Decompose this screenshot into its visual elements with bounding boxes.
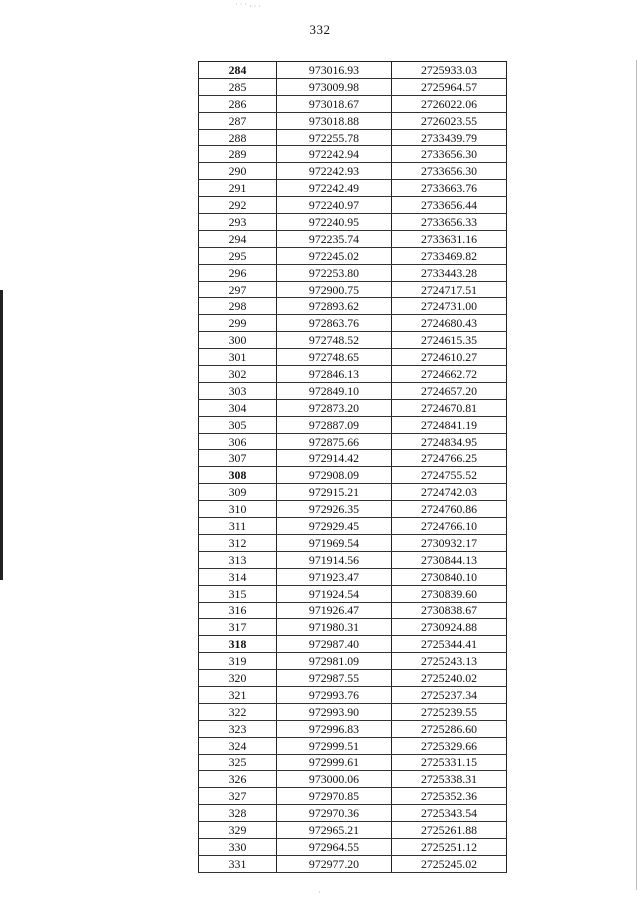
y-coordinate-cell: 2725933.03 — [392, 62, 507, 79]
point-number-cell: 326 — [199, 771, 277, 788]
table-row — [199, 771, 507, 788]
coordinate-table-body — [199, 62, 507, 873]
y-coordinate-cell: 2725338.31 — [392, 771, 507, 788]
point-number-cell: 298 — [199, 298, 277, 315]
x-coordinate-cell: 973016.93 — [277, 62, 392, 79]
y-coordinate-cell: 2724662.72 — [392, 366, 507, 383]
x-coordinate-cell: 972999.51 — [277, 737, 392, 754]
y-coordinate-cell: 2725329.66 — [392, 737, 507, 754]
y-coordinate-cell: 2725343.54 — [392, 805, 507, 822]
x-coordinate-cell: 972748.65 — [277, 349, 392, 366]
table-row — [199, 686, 507, 703]
point-number-cell: 311 — [199, 518, 277, 535]
y-coordinate-cell: 2724717.51 — [392, 281, 507, 298]
point-number-cell: 299 — [199, 315, 277, 332]
y-coordinate-cell: 2725245.02 — [392, 855, 507, 872]
table-row — [199, 416, 507, 433]
x-coordinate-cell: 972253.80 — [277, 264, 392, 281]
y-coordinate-cell: 2724766.10 — [392, 518, 507, 535]
x-coordinate-cell: 972893.62 — [277, 298, 392, 315]
x-coordinate-cell: 972873.20 — [277, 399, 392, 416]
x-coordinate-cell: 972240.95 — [277, 214, 392, 231]
table-row — [199, 78, 507, 95]
point-number-cell: 284 — [199, 62, 277, 79]
table-row — [199, 95, 507, 112]
table-row — [199, 788, 507, 805]
point-number-cell: 313 — [199, 551, 277, 568]
point-number-cell: 320 — [199, 670, 277, 687]
x-coordinate-cell: 972914.42 — [277, 450, 392, 467]
point-number-cell: 304 — [199, 399, 277, 416]
y-coordinate-cell: 2724615.35 — [392, 332, 507, 349]
y-coordinate-cell: 2730840.10 — [392, 568, 507, 585]
y-coordinate-cell: 2730838.67 — [392, 602, 507, 619]
point-number-cell: 312 — [199, 534, 277, 551]
x-coordinate-cell: 972849.10 — [277, 382, 392, 399]
y-coordinate-cell: 2733663.76 — [392, 180, 507, 197]
table-row — [199, 484, 507, 501]
table-row — [199, 838, 507, 855]
y-coordinate-cell: 2725251.12 — [392, 838, 507, 855]
table-row — [199, 822, 507, 839]
x-coordinate-cell: 972255.78 — [277, 129, 392, 146]
table-row — [199, 197, 507, 214]
y-coordinate-cell: 2733656.33 — [392, 214, 507, 231]
point-number-cell: 323 — [199, 720, 277, 737]
x-coordinate-cell: 971923.47 — [277, 568, 392, 585]
x-coordinate-cell: 972965.21 — [277, 822, 392, 839]
table-row — [199, 264, 507, 281]
point-number-cell: 330 — [199, 838, 277, 855]
point-number-cell: 285 — [199, 78, 277, 95]
x-coordinate-cell: 972993.76 — [277, 686, 392, 703]
x-coordinate-cell: 972242.94 — [277, 146, 392, 163]
y-coordinate-cell: 2733443.28 — [392, 264, 507, 281]
table-row — [199, 450, 507, 467]
table-row — [199, 585, 507, 602]
x-coordinate-cell: 973000.06 — [277, 771, 392, 788]
y-coordinate-cell: 2724760.86 — [392, 501, 507, 518]
table-row — [199, 653, 507, 670]
point-number-cell: 302 — [199, 366, 277, 383]
point-number-cell: 303 — [199, 382, 277, 399]
point-number-cell: 317 — [199, 619, 277, 636]
y-coordinate-cell: 2730839.60 — [392, 585, 507, 602]
x-coordinate-cell: 972242.93 — [277, 163, 392, 180]
table-row — [199, 754, 507, 771]
table-row — [199, 332, 507, 349]
y-coordinate-cell: 2725352.36 — [392, 788, 507, 805]
x-coordinate-cell: 973018.67 — [277, 95, 392, 112]
point-number-cell: 289 — [199, 146, 277, 163]
point-number-cell: 309 — [199, 484, 277, 501]
point-number-cell: 328 — [199, 805, 277, 822]
table-row — [199, 805, 507, 822]
table-row — [199, 670, 507, 687]
point-number-cell: 321 — [199, 686, 277, 703]
table-row — [199, 568, 507, 585]
x-coordinate-cell: 971980.31 — [277, 619, 392, 636]
y-coordinate-cell: 2725243.13 — [392, 653, 507, 670]
point-number-cell: 325 — [199, 754, 277, 771]
x-coordinate-cell: 972748.52 — [277, 332, 392, 349]
table-row — [199, 349, 507, 366]
table-row — [199, 214, 507, 231]
x-coordinate-cell: 972964.55 — [277, 838, 392, 855]
x-coordinate-cell: 972987.40 — [277, 636, 392, 653]
table-row — [199, 518, 507, 535]
y-coordinate-cell: 2733469.82 — [392, 247, 507, 264]
y-coordinate-cell: 2733656.44 — [392, 197, 507, 214]
point-number-cell: 322 — [199, 703, 277, 720]
scan-artifact: · — [318, 888, 321, 897]
x-coordinate-cell: 972908.09 — [277, 467, 392, 484]
y-coordinate-cell: 2724610.27 — [392, 349, 507, 366]
page-number: 332 — [309, 22, 331, 37]
y-coordinate-cell: 2725240.02 — [392, 670, 507, 687]
y-coordinate-cell: 2725331.15 — [392, 754, 507, 771]
point-number-cell: 294 — [199, 230, 277, 247]
point-number-cell: 307 — [199, 450, 277, 467]
y-coordinate-cell: 2724731.00 — [392, 298, 507, 315]
point-number-cell: 296 — [199, 264, 277, 281]
point-number-cell: 308 — [199, 467, 277, 484]
table-row — [199, 636, 507, 653]
table-row — [199, 619, 507, 636]
table-row — [199, 112, 507, 129]
right-scan-line — [636, 60, 637, 890]
table-row — [199, 129, 507, 146]
table-row — [199, 534, 507, 551]
point-number-cell: 314 — [199, 568, 277, 585]
point-number-cell: 293 — [199, 214, 277, 231]
table-row — [199, 433, 507, 450]
x-coordinate-cell: 972999.61 — [277, 754, 392, 771]
y-coordinate-cell: 2730844.13 — [392, 551, 507, 568]
point-number-cell: 305 — [199, 416, 277, 433]
table-row — [199, 247, 507, 264]
y-coordinate-cell: 2726022.06 — [392, 95, 507, 112]
y-coordinate-cell: 2724742.03 — [392, 484, 507, 501]
point-number-cell: 297 — [199, 281, 277, 298]
y-coordinate-cell: 2730932.17 — [392, 534, 507, 551]
y-coordinate-cell: 2733631.16 — [392, 230, 507, 247]
y-coordinate-cell: 2724766.25 — [392, 450, 507, 467]
table-row — [199, 366, 507, 383]
x-coordinate-cell: 972245.02 — [277, 247, 392, 264]
point-number-cell: 288 — [199, 129, 277, 146]
y-coordinate-cell: 2724680.43 — [392, 315, 507, 332]
table-row — [199, 146, 507, 163]
y-coordinate-cell: 2724841.19 — [392, 416, 507, 433]
point-number-cell: 287 — [199, 112, 277, 129]
y-coordinate-cell: 2725286.60 — [392, 720, 507, 737]
point-number-cell: 291 — [199, 180, 277, 197]
y-coordinate-cell: 2725237.34 — [392, 686, 507, 703]
point-number-cell: 316 — [199, 602, 277, 619]
x-coordinate-cell: 972996.83 — [277, 720, 392, 737]
table-row — [199, 855, 507, 872]
point-number-cell: 292 — [199, 197, 277, 214]
x-coordinate-cell: 973018.88 — [277, 112, 392, 129]
y-coordinate-cell: 2730924.88 — [392, 619, 507, 636]
x-coordinate-cell: 971969.54 — [277, 534, 392, 551]
point-number-cell: 324 — [199, 737, 277, 754]
x-coordinate-cell: 972846.13 — [277, 366, 392, 383]
x-coordinate-cell: 972929.45 — [277, 518, 392, 535]
point-number-cell: 319 — [199, 653, 277, 670]
x-coordinate-cell: 972240.97 — [277, 197, 392, 214]
table-row — [199, 737, 507, 754]
x-coordinate-cell: 972242.49 — [277, 180, 392, 197]
x-coordinate-cell: 971924.54 — [277, 585, 392, 602]
y-coordinate-cell: 2725344.41 — [392, 636, 507, 653]
y-coordinate-cell: 2726023.55 — [392, 112, 507, 129]
point-number-cell: 331 — [199, 855, 277, 872]
x-coordinate-cell: 971926.47 — [277, 602, 392, 619]
x-coordinate-cell: 972915.21 — [277, 484, 392, 501]
point-number-cell: 310 — [199, 501, 277, 518]
table-row — [199, 467, 507, 484]
point-number-cell: 295 — [199, 247, 277, 264]
y-coordinate-cell: 2725261.88 — [392, 822, 507, 839]
x-coordinate-cell: 972981.09 — [277, 653, 392, 670]
x-coordinate-cell: 972863.76 — [277, 315, 392, 332]
table-row — [199, 720, 507, 737]
y-coordinate-cell: 2725239.55 — [392, 703, 507, 720]
table-row — [199, 602, 507, 619]
x-coordinate-cell: 972987.55 — [277, 670, 392, 687]
x-coordinate-cell: 973009.98 — [277, 78, 392, 95]
point-number-cell: 318 — [199, 636, 277, 653]
x-coordinate-cell: 972977.20 — [277, 855, 392, 872]
x-coordinate-cell: 972970.85 — [277, 788, 392, 805]
y-coordinate-cell: 2724834.95 — [392, 433, 507, 450]
point-number-cell: 327 — [199, 788, 277, 805]
x-coordinate-cell: 972887.09 — [277, 416, 392, 433]
table-row — [199, 298, 507, 315]
y-coordinate-cell: 2724657.20 — [392, 382, 507, 399]
table-row — [199, 703, 507, 720]
scan-artifact: ˙ ˙ ˙ · · · — [235, 2, 261, 11]
point-number-cell: 306 — [199, 433, 277, 450]
table-row — [199, 315, 507, 332]
table-row — [199, 180, 507, 197]
point-number-cell: 329 — [199, 822, 277, 839]
x-coordinate-cell: 972235.74 — [277, 230, 392, 247]
left-scan-bar — [0, 290, 3, 580]
point-number-cell: 315 — [199, 585, 277, 602]
table-row — [199, 501, 507, 518]
y-coordinate-cell: 2733656.30 — [392, 163, 507, 180]
x-coordinate-cell: 971914.56 — [277, 551, 392, 568]
x-coordinate-cell: 972875.66 — [277, 433, 392, 450]
point-number-cell: 290 — [199, 163, 277, 180]
y-coordinate-cell: 2724670.81 — [392, 399, 507, 416]
y-coordinate-cell: 2724755.52 — [392, 467, 507, 484]
table-row — [199, 281, 507, 298]
table-row — [199, 551, 507, 568]
table-row — [199, 62, 507, 79]
x-coordinate-cell: 972970.36 — [277, 805, 392, 822]
y-coordinate-cell: 2725964.57 — [392, 78, 507, 95]
point-number-cell: 286 — [199, 95, 277, 112]
x-coordinate-cell: 972900.75 — [277, 281, 392, 298]
point-number-cell: 301 — [199, 349, 277, 366]
y-coordinate-cell: 2733439.79 — [392, 129, 507, 146]
table-row — [199, 163, 507, 180]
table-row — [199, 399, 507, 416]
x-coordinate-cell: 972993.90 — [277, 703, 392, 720]
point-number-cell: 300 — [199, 332, 277, 349]
coordinate-table — [198, 61, 507, 873]
table-row — [199, 230, 507, 247]
x-coordinate-cell: 972926.35 — [277, 501, 392, 518]
y-coordinate-cell: 2733656.30 — [392, 146, 507, 163]
table-row — [199, 382, 507, 399]
